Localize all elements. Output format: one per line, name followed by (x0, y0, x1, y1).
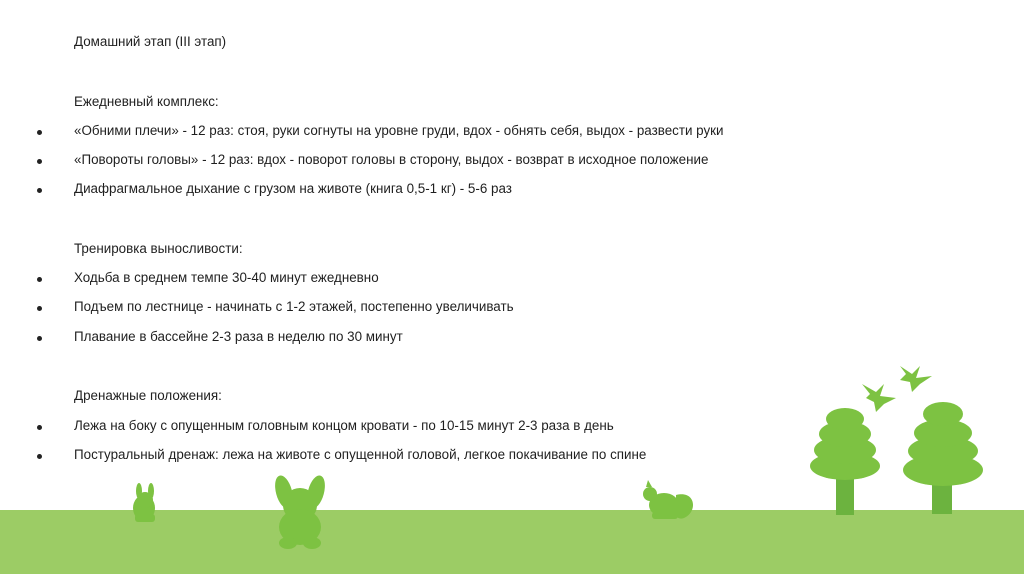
section-title: Тренировка выносливости: (74, 241, 243, 256)
bullet-icon (37, 188, 42, 193)
tree-icon (903, 402, 983, 514)
list-item: Плавание в бассейне 2-3 раза в неделю по 30 минут (74, 329, 403, 344)
section-title: Дренажные положения: (74, 388, 222, 403)
bullet-icon (37, 277, 42, 282)
bullet-icon (37, 425, 42, 430)
list-item: Постуральный дренаж: лежа на животе с опущенной головой, легкое покачивание по спине (74, 447, 647, 462)
bird-icon (862, 384, 896, 412)
bird-icon (900, 366, 932, 392)
list-item: Ходьба в среднем темпе 30-40 минут ежедневно (74, 270, 379, 285)
bullet-icon (37, 454, 42, 459)
slide-heading: Домашний этап (III этап) (74, 34, 227, 49)
list-item: Лежа на боку с опущенным головным концом кровати - по 10-15 минут 2-3 раза в день (74, 418, 614, 433)
bunny-icon (133, 483, 155, 522)
section-title: Ежедневный комплекс: (74, 94, 219, 109)
bullet-icon (37, 159, 42, 164)
tree-icon (810, 408, 880, 515)
bullet-icon (37, 306, 42, 311)
list-item: Подъем по лестнице - начинать с 1-2 этажей, постепенно увеличивать (74, 299, 514, 314)
bullet-icon (37, 336, 42, 341)
bullet-icon (37, 130, 42, 135)
list-item: «Повороты головы» - 12 раз: вдох - поворот головы в сторону, выдох - возврат в исходное положение (74, 152, 709, 167)
list-item: «Обними плечи» - 12 раз: стоя, руки согнуты на уровне груди, вдох - обнять себя, выдох - развести руки (74, 123, 724, 138)
list-item: Диафрагмальное дыхание с грузом на животе (книга 0,5-1 кг) - 5-6 раз (74, 181, 512, 196)
